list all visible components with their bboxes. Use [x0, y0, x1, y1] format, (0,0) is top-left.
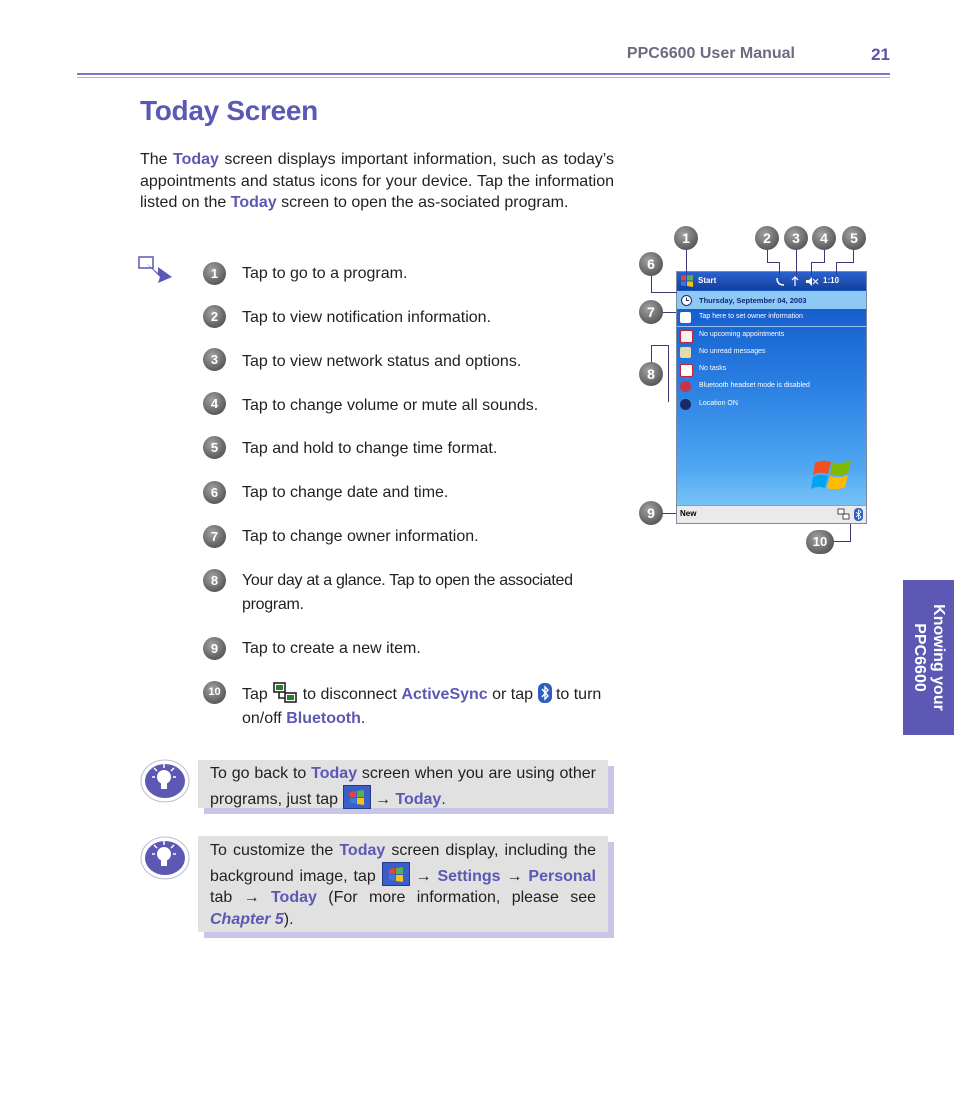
leader-line	[779, 262, 780, 275]
callout-badge: 2	[755, 226, 779, 250]
callout-badge: 9	[639, 501, 663, 525]
leader-line	[767, 249, 768, 262]
intro-today-1: Today	[172, 151, 219, 168]
today-row[interactable]	[677, 378, 866, 395]
item-badge: 5	[203, 436, 226, 459]
item10-tap: Tap	[242, 686, 273, 703]
item-text: Tap to create a new item.	[242, 640, 421, 657]
item10-mid: to disconnect	[298, 686, 402, 703]
side-tab-text	[903, 580, 954, 735]
item-text: Your day at a glance. Tap to open the associated program.	[242, 572, 573, 613]
manual-title: PPC6600 User Manual	[626, 45, 795, 62]
tip-box-1	[198, 760, 608, 808]
intro-text-1: The	[140, 151, 173, 168]
tip2-text	[210, 840, 596, 930]
leader-line	[767, 262, 779, 263]
item-text: Tap to change volume or mute all sounds.	[242, 397, 539, 414]
tip2-settings: Settings	[437, 867, 501, 885]
leader-line	[686, 249, 687, 274]
item-text: Tap to view notification information.	[242, 309, 492, 326]
leader-line	[796, 249, 797, 275]
menu-bar	[677, 505, 866, 523]
tasks-icon	[680, 364, 693, 377]
leader-line	[836, 262, 837, 275]
today-row[interactable]	[677, 361, 866, 378]
owner-row[interactable]	[677, 309, 866, 327]
clock[interactable]: 1:10	[823, 276, 840, 285]
leader-line	[850, 524, 851, 542]
clock-icon	[681, 295, 692, 306]
leader-line	[662, 513, 676, 514]
item-badge: 10	[203, 681, 226, 704]
leader-line	[811, 262, 812, 275]
item-text-10	[242, 681, 617, 731]
item-badge: 3	[203, 348, 226, 371]
owner-text: Tap here to set owner information	[699, 313, 803, 320]
leader-line	[824, 249, 825, 262]
tip2-personal: Personal	[528, 867, 596, 885]
item-text: Tap and hold to change time format.	[242, 440, 498, 457]
date-row[interactable]	[677, 291, 866, 309]
leader-line	[651, 345, 652, 363]
tip-lightbulb-icon	[140, 835, 190, 881]
windows-flag-icon	[680, 275, 694, 287]
item10-end: .	[360, 710, 366, 727]
tip1-arrow: →	[370, 790, 396, 808]
tip1-a: To go back to	[210, 765, 312, 782]
tray-icons[interactable]	[837, 508, 865, 521]
start-menu-icon	[382, 862, 410, 886]
date-text: Thursday, September 04, 2003	[699, 296, 807, 305]
leader-line	[833, 541, 851, 542]
owner-icon	[680, 312, 691, 323]
leader-line	[811, 262, 825, 263]
leader-line	[662, 312, 676, 313]
item-text: Tap to view network status and options.	[242, 353, 522, 370]
tip2-arrow2: →	[500, 867, 529, 885]
today-row[interactable]	[677, 396, 866, 413]
leader-line	[651, 275, 652, 293]
item10-activesync: ActiveSync	[401, 686, 488, 703]
tip2-today: Today	[339, 842, 386, 859]
item10-bluetooth: Bluetooth	[286, 710, 361, 727]
note-arrow-icon	[138, 255, 174, 285]
item-badge: 9	[203, 637, 226, 660]
header-rule-thin	[77, 77, 890, 78]
item-badge: 6	[203, 481, 226, 504]
callout-badge: 7	[639, 300, 663, 324]
tip1-end: .	[441, 790, 446, 808]
start-label[interactable]: Start	[698, 276, 717, 285]
header-rule	[77, 73, 890, 75]
activesync-icon	[272, 681, 298, 705]
leader-line	[668, 345, 669, 402]
item-text: Tap to change owner information.	[242, 528, 479, 545]
bluetooth-icon	[538, 683, 552, 703]
tip2-e: ).	[283, 910, 294, 928]
inbox-icon	[680, 347, 691, 358]
item-badge: 7	[203, 525, 226, 548]
page-number: 21	[871, 45, 890, 64]
windows-logo-icon	[811, 455, 855, 495]
tip2-a: To customize the	[210, 842, 340, 859]
today-screen-image	[676, 271, 867, 524]
start-menu-icon	[343, 785, 371, 809]
leader-line	[836, 262, 854, 263]
calendar-icon	[680, 330, 693, 343]
callout-badge: 8	[639, 362, 663, 386]
title-bar[interactable]	[677, 272, 866, 290]
leader-line	[651, 345, 669, 346]
tip2-b: screen display, including the background image, tap	[210, 842, 597, 885]
item-badge: 1	[203, 262, 226, 285]
chapter-side-tab	[903, 580, 954, 735]
side-tab-line1: Knowing your	[930, 604, 947, 711]
new-button[interactable]: New	[680, 509, 697, 518]
status-icons	[775, 276, 819, 287]
item-badge: 8	[203, 569, 226, 592]
intro-today-2: Today	[230, 194, 277, 211]
callout-badge: 10	[806, 530, 834, 554]
row-text: No unread messages	[699, 348, 766, 355]
tip-box-2	[198, 836, 608, 932]
intro-text-2: screen displays important information, such as today’s appointments and status icons for your device. Tap the information listed on the	[140, 151, 614, 211]
callout-badge: 5	[842, 226, 866, 250]
item10-to: to turn on/off	[242, 686, 602, 727]
item-text: Tap to go to a program.	[242, 265, 408, 282]
today-row[interactable]	[677, 344, 866, 361]
tip2-d: (For more information, please see	[316, 889, 597, 906]
tip2-chapter: Chapter 5	[210, 910, 284, 928]
leader-line	[651, 292, 677, 293]
intro-text-3: screen to open the as-sociated program.	[276, 194, 569, 211]
callout-badge: 6	[639, 252, 663, 276]
tip2-arrow1: →	[409, 867, 438, 885]
callout-badge: 3	[784, 226, 808, 250]
item-text: Tap to change date and time.	[242, 484, 449, 501]
leader-line	[853, 249, 854, 262]
tip1-today: Today	[311, 765, 358, 782]
today-row[interactable]	[677, 327, 866, 344]
location-icon	[680, 399, 691, 410]
row-text: Bluetooth headset mode is disabled	[699, 382, 810, 389]
row-text: No upcoming appointments	[699, 331, 785, 338]
tip1-text	[210, 763, 596, 810]
intro-paragraph	[140, 149, 614, 214]
callout-badge: 4	[812, 226, 836, 250]
callout-badge: 1	[674, 226, 698, 250]
row-text: Location ON	[699, 400, 738, 407]
tip1-b: screen when you are using other programs, just tap	[210, 765, 596, 808]
tip2-c: tab →	[210, 889, 271, 906]
tip1-today-2: Today	[395, 790, 442, 808]
item-badge: 2	[203, 305, 226, 328]
side-tab-line2: PPC6600	[911, 623, 928, 692]
headset-icon	[680, 381, 691, 392]
item10-or-tap: or tap	[487, 686, 538, 703]
tip-lightbulb-icon	[140, 758, 190, 804]
item-badge: 4	[203, 392, 226, 415]
section-title: Today Screen	[140, 95, 318, 126]
tip2-today-2: Today	[270, 889, 317, 906]
row-text: No tasks	[699, 365, 727, 372]
